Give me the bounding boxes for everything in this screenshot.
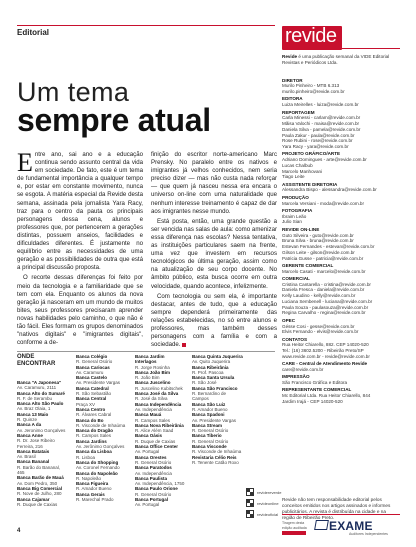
banca-name: Banca Cajamar	[17, 496, 50, 502]
banca-name: Banca Alto do Sumaré	[17, 390, 65, 396]
staff-heading: PRODUÇÃO	[282, 194, 309, 200]
top-rule	[17, 25, 275, 26]
staff-line: Mc Editorial Ltda. Rua Heitor Chiarello, 844	[282, 393, 371, 399]
banca-address: Av. Portugal	[135, 502, 160, 508]
banca-name: Banca A da	[17, 422, 42, 428]
banca-name: Banca São Francisco	[192, 385, 238, 391]
banca-address: Av. Portugal	[135, 449, 160, 455]
banca-address: R. F. de Serambu	[17, 395, 53, 401]
banca-address: R. Amador Bueno	[76, 486, 112, 492]
banca-address: Av. Jeronimo Gonçalves	[17, 427, 66, 433]
staff-heading: COMERCIAL	[282, 275, 310, 281]
banca-address: Av. Independência	[135, 470, 172, 476]
staff-line: Paula Zakur - paula@revide.com.br	[282, 132, 355, 138]
staff-line: Marcela Versiani - moda@revide.com.br	[282, 200, 365, 206]
staff-line: Julio Sian	[282, 219, 302, 225]
banca-name: Banca Orestes	[135, 454, 167, 460]
banca-name: Banca Quinta Juquerira	[192, 354, 243, 359]
staff-line: Marcelo Casati - marcelo@revide.com.br	[282, 268, 366, 274]
banca-address: R. São José	[192, 380, 217, 386]
staff-line: Guto Silveira - guto@revide.com.br	[282, 232, 354, 238]
staff-heading: DIRETOR	[282, 77, 303, 83]
staff-line: Luiza Meirelles - luiza@revide.com.br	[282, 102, 359, 108]
staff-line: Kelly Laudino - kelly@revide.com.br	[282, 293, 356, 299]
banca-address: R. Duque de Caxias	[17, 501, 58, 507]
disclaimer: Revide não tem responsabilidade editorial pelos conceitos emitidos nos artigos assinados e informes publicitários. A revista é distribuída na cidade e na região de Ribeirão Preto.	[282, 497, 391, 520]
banca-address: R. Barão do Bananal, 465	[17, 464, 61, 476]
exame-subtitle: Auditores Independentes	[349, 532, 388, 536]
banca-address: R. Duque de Caxias	[135, 438, 176, 444]
banca-address: Praça XV	[76, 401, 96, 407]
section-label: Editorial	[17, 28, 50, 37]
banca-address: R. General Osório	[135, 491, 172, 497]
staff-heading: CARE - Central de Atendimento Revide	[282, 361, 368, 367]
bancas-column-1	[17, 380, 67, 507]
banca-address: R. General Osório	[135, 459, 172, 465]
banca-address: R. Jorge Rosinha	[135, 364, 170, 370]
revide-logo: revide	[282, 26, 342, 50]
staff-line: Tel.: (16) 3602.5200 - Ribeirão Preto/SP	[282, 348, 364, 354]
banca-name: Banca Spadoni	[192, 412, 225, 418]
article-column-2	[151, 151, 277, 351]
banca-name: Banca Alto São Paulo	[17, 401, 64, 407]
paragraph-2: O recorte dessas diferenças foi feito por meio da tecnologia e a familiaridade que se tem com ela. Enquanto os alunos da nova geração já nasceram em um mundo de muitos bites, seus professores precisaram aprender novas habilidades pelo caminho, o que não é tão fácil. Eles formam os grupos denominados "nativos digitais" e "imigrantes digitais", conforme a de-	[17, 274, 143, 347]
banca-name: Banca Castelo	[76, 375, 108, 381]
banca-address: R. Nove de Julho, 280	[17, 491, 62, 497]
banca-name: Banca Ribeirânia	[192, 364, 229, 370]
paragraph-3: finição do escritor norte-americano Marc Prensky. No paralelo entre os nativos e imigrantes já velhos conhecidos, nem seria preciso dizer — mas não custa nada reforçar — que quem já nasceu nessa era encara o universo on-line com uma naturalidade que nenhum interesse treinamento é capaz de dar aos imigrantes nesse mundo.	[151, 151, 277, 215]
banca-address: Av. Braz Olaia, 1	[17, 406, 51, 412]
banca-name: Banca Batatais	[17, 448, 50, 454]
staff-line: São Francisco Gráfica e Editora	[282, 380, 348, 386]
bancas-column-4	[192, 354, 244, 465]
staff-line: Patricia Gusse - patricia@revide.com.br	[282, 255, 364, 261]
staff-line: Adriano Domingues - arte@revide.com.br	[282, 157, 367, 163]
staff-line: care@revide.com.br	[282, 366, 324, 372]
staff-heading: CONTATOS	[282, 336, 308, 342]
banca-address: R. Visconde de Inhaúma	[76, 422, 126, 428]
banca-name: Revistaria Célio Reis	[192, 454, 237, 460]
banca-address: R. João Bim	[135, 375, 160, 381]
banca-address: R. Alice Além Saad	[135, 428, 174, 434]
banca-name: Banca Portugal	[135, 497, 169, 503]
title-line-2: sempre atual	[17, 102, 211, 138]
bancas-column-2	[76, 354, 128, 502]
staff-heading: GERENTE COMERCIAL	[282, 262, 334, 268]
staff-line: murilo.pinheiro@revide.com.br	[282, 89, 345, 95]
banca-address: R. Marechal Prado	[76, 497, 114, 503]
end-square-icon	[182, 343, 186, 347]
tiragem-note: Tiragem desta edição auditada	[282, 521, 307, 530]
banca-address: Av. Presidente Vargas	[192, 417, 237, 423]
staff-line: Regina Carvalho - regina@revide.com.br	[282, 310, 366, 316]
banca-name: Banca Cariocas	[76, 364, 110, 370]
staff-line: Murilo Pinheiro - MTB 6.313	[282, 83, 340, 89]
banca-name: Banca Big Comercial	[17, 485, 63, 491]
staff-line: Gésse Cosi - gesse@revide.com.br	[282, 323, 355, 329]
banca-address: Av. Independência	[135, 406, 172, 412]
banca-name: Banca do Dragão	[76, 428, 114, 434]
banca-name: Banca Bananal	[17, 459, 50, 465]
banca-name: Banca Paulo Orione	[135, 486, 178, 492]
banca-name: Banca "A Japonesa"	[17, 380, 62, 385]
staff-line: Gilson Leite - gilson@revide.com.br	[282, 249, 355, 255]
banca-name: Banca Figueira	[76, 481, 109, 487]
banca-address: R. Quinze	[17, 417, 38, 423]
staff-heading: OPEC	[282, 317, 296, 323]
exame-mark-icon	[314, 520, 329, 530]
bancas-column-3	[135, 354, 187, 508]
banca-name: Banca Office Center	[135, 444, 179, 450]
banca-address: Av. Presidente Vargas	[76, 380, 121, 386]
staff-line: Daniela Silva - pamela@revide.com.br	[282, 126, 361, 132]
banca-address: Av. Brasil	[17, 454, 36, 460]
banca-name: Banca Independência	[135, 401, 182, 407]
banca-address: R. Campos Sales	[76, 433, 112, 439]
staff-line: Lucas Chalbub	[282, 162, 313, 168]
banca-name: Banca Centro	[76, 406, 106, 412]
tiragem-bar	[282, 531, 306, 535]
banca-address: R. General Osório	[192, 438, 229, 444]
banca-address: R. General Osório	[76, 359, 113, 365]
banca-name: Banca Visconde	[192, 444, 227, 450]
banca-address: R. José da Silva	[135, 396, 168, 402]
banca-address: R. Prof. Pascoa	[192, 369, 224, 375]
title-line-1: Um tema	[17, 77, 130, 107]
masthead-staff	[282, 76, 400, 405]
staff-line: Alessandra Bispo - alessandra@revide.com.br	[282, 187, 377, 193]
staff-line: Tiago Leite	[282, 174, 305, 180]
banca-name: Banca Stream	[192, 422, 223, 428]
staff-line: Rua Heitor Chiarello, 882. CEP 14020-520	[282, 342, 369, 348]
banca-address: R. Tenente Catão Roxo	[192, 459, 239, 465]
banca-name: Banca do Shopping	[76, 459, 119, 465]
staff-line: Daniela Fresca - daniela@revide.com.br	[282, 287, 365, 293]
onde-encontrar-heading: ONDE ENCONTRAR	[17, 354, 56, 367]
banca-name: Banca Barão de Mauá	[17, 475, 64, 481]
exame-logo: EXAME	[329, 519, 373, 533]
banca-address: R. Álvares Cabral	[76, 412, 112, 418]
divider	[17, 351, 275, 352]
staff-line: Yara Racy - yara@revide.com.br	[282, 144, 349, 150]
banca-name: Banca São Luiz	[192, 401, 226, 407]
banca-name: Banca Tiberio	[192, 433, 222, 439]
staff-line: Jardim Irajá - CEP 14020-520	[282, 398, 343, 404]
staff-heading: IMPRESSÃO	[282, 374, 310, 380]
staff-line: Bruna Silva - bruna@revide.com.br	[282, 238, 354, 244]
banca-address: R. Napoleão	[76, 475, 102, 481]
page-number: 4	[17, 528, 21, 534]
banca-address: Av. Quito Juquerira	[192, 359, 231, 365]
staff-heading: PROJETO GRÁFICO/ARTE	[282, 151, 341, 157]
banca-address: Av. Jerônimo Gonçalves	[76, 444, 125, 450]
staff-heading: REVIDE ON-LINE	[282, 226, 320, 232]
banca-name: Banca João Bim	[135, 369, 171, 375]
staff-line: Ibraim Leão	[282, 213, 307, 219]
banca-address: R. Campos Sales	[135, 417, 171, 423]
staff-line: Carla Minessi - carlam@revide.com.br	[282, 115, 361, 121]
banca-name: Banca Oásis	[135, 433, 163, 439]
staff-line: Luciana Sembenell - luciana@revide.com.br	[282, 298, 373, 304]
banca-address: R. Visconde de Inhaúma	[192, 449, 242, 455]
staff-line: Paula Souza - paulasouza@revide.com.br	[282, 304, 369, 310]
social-handle[interactable]: revidereverde	[257, 490, 282, 495]
banca-name: Banca Jardins	[76, 438, 107, 444]
footer-rule	[282, 514, 400, 515]
qr-icon	[246, 488, 254, 496]
staff-line: Elvis Fernando - elvis@revide.com.br	[282, 329, 359, 335]
logo-rule	[342, 48, 400, 49]
banca-name: Banca Central	[76, 396, 107, 402]
qr-icon	[246, 499, 254, 507]
banca-name: Banca Colégio	[76, 354, 108, 359]
banca-address: Av. Independência, 1750	[135, 481, 185, 487]
banca-name: Banca Paulista	[135, 475, 168, 481]
staff-heading: ASSISTENTE DIRETORIA	[282, 181, 338, 187]
staff-heading: EDITORA	[282, 96, 303, 102]
qr-icon	[246, 510, 254, 518]
banca-name: Banca Nova Ribeirânia	[135, 422, 184, 428]
drop-cap: E	[17, 148, 33, 177]
paragraph-1: Entre ano, sai ano e a educação continua sendo assunto central da vida em sociedade. De fato, este é um tema de fundamental importância a qualquer tempo e, por estar em constante movimento, nunca se esgota. A matéria especial da Revide desta semana, assinada pela jornalista Yara Racy, traz para o centro da pauta os principais personagens dessa cena, alunos e professores que, por pertencerem a gerações distintas, possuem anseios, facilidades e dificuldades diferentes. É justamente no equilíbrio entre as necessidades de uma geração e as possibilidades de outra que está a principal discussão proposta.	[17, 148, 143, 272]
banca-name: Banca José da Silva	[135, 391, 179, 397]
social-handle[interactable]: revideonline	[257, 501, 279, 506]
banca-address: R. Amador Bueno	[192, 406, 228, 412]
staff-line: Marcelo Manhovani	[282, 168, 323, 174]
social-handle[interactable]: revideoficial	[257, 512, 279, 517]
masthead-intro: Revide é uma publicação semanal da VIDE Editorial Revistas e Periódicos Ltda.	[282, 54, 390, 65]
staff-line: Rose Rubini - rose@revide.com.br	[282, 138, 353, 144]
banca-address: Av. Coronel Fernando	[76, 465, 120, 471]
staff-line: Estevan Fernandes - estevan@revide.com.br	[282, 244, 375, 249]
banca-address: Av. Caramuru	[76, 369, 104, 375]
banca-address: R. General Osório	[192, 428, 229, 434]
staff-heading: REPORTAGEM	[282, 109, 315, 115]
banca-name: Banca Catedral	[76, 385, 109, 391]
banca-name: Banca do Napoleão	[76, 470, 118, 476]
banca-name: Banca Gerais	[76, 491, 105, 497]
banca-address: Av. Dom Pedro, 350	[17, 480, 58, 486]
article-column-1	[17, 148, 143, 349]
banca-address: R. Juscelino Kubitschek	[135, 385, 183, 391]
paragraph-5: Com tecnologia ou sem ela, é importante destacar, antes de tudo, que a educação sempre dependerá primeiramente das relações estabelecidas, no só entre alunos e professores, mas também desses personagens com a família e com a sociedade.	[151, 292, 277, 349]
banca-name: Banca 13 Maio	[17, 411, 49, 417]
paragraph-4: Está posta, então, uma grande questão a ser vencida nas salas de aula: como amenizar essa diferença nas escolas? Nessa tentativa, as instituições particulares saem na frente, uma vez que investem em recursos tecnológicos de última geração, assim como na atualização de seu corpo docente. No âmbito público, esta busca ocorre em outra velocidade, quando acontece, infelizmente.	[151, 217, 277, 290]
banca-name: Banca Jardim Interlagos	[135, 354, 165, 365]
staff-heading: REPRESENTANTE COMERCIAL	[282, 387, 352, 393]
banca-name: Banca Mauá	[135, 412, 162, 418]
banca-address: R. Bernardino de Campos	[192, 391, 227, 402]
banca-address: R. Dr. Jose Ribeiro Ferreira, 216	[17, 438, 55, 449]
banca-name: Banca Anne	[17, 432, 43, 438]
staff-heading: FOTOGRAFIA	[282, 207, 313, 213]
banca-address: R. São Sebastião	[76, 391, 112, 397]
banca-address: Av. Caramuru, 2111	[17, 385, 57, 391]
banca-name: Banca Paratodos	[135, 465, 172, 471]
staff-line: Cristina Cantarella - cristina@revide.com.br	[282, 281, 371, 287]
banca-address: R. Lisboa	[76, 454, 96, 460]
banca-name: Banca Santa Ursula	[192, 375, 235, 381]
staff-line: Mãisa Valochi - maisa@revide.com.br	[282, 121, 360, 127]
staff-line: www.revide.com.br - revide@revide.com.br	[282, 353, 370, 359]
banca-name: Banca Juscelino	[135, 380, 171, 386]
banca-name: Banca da Lisboa	[76, 449, 112, 455]
banca-name: Banca do Bo	[76, 417, 104, 423]
